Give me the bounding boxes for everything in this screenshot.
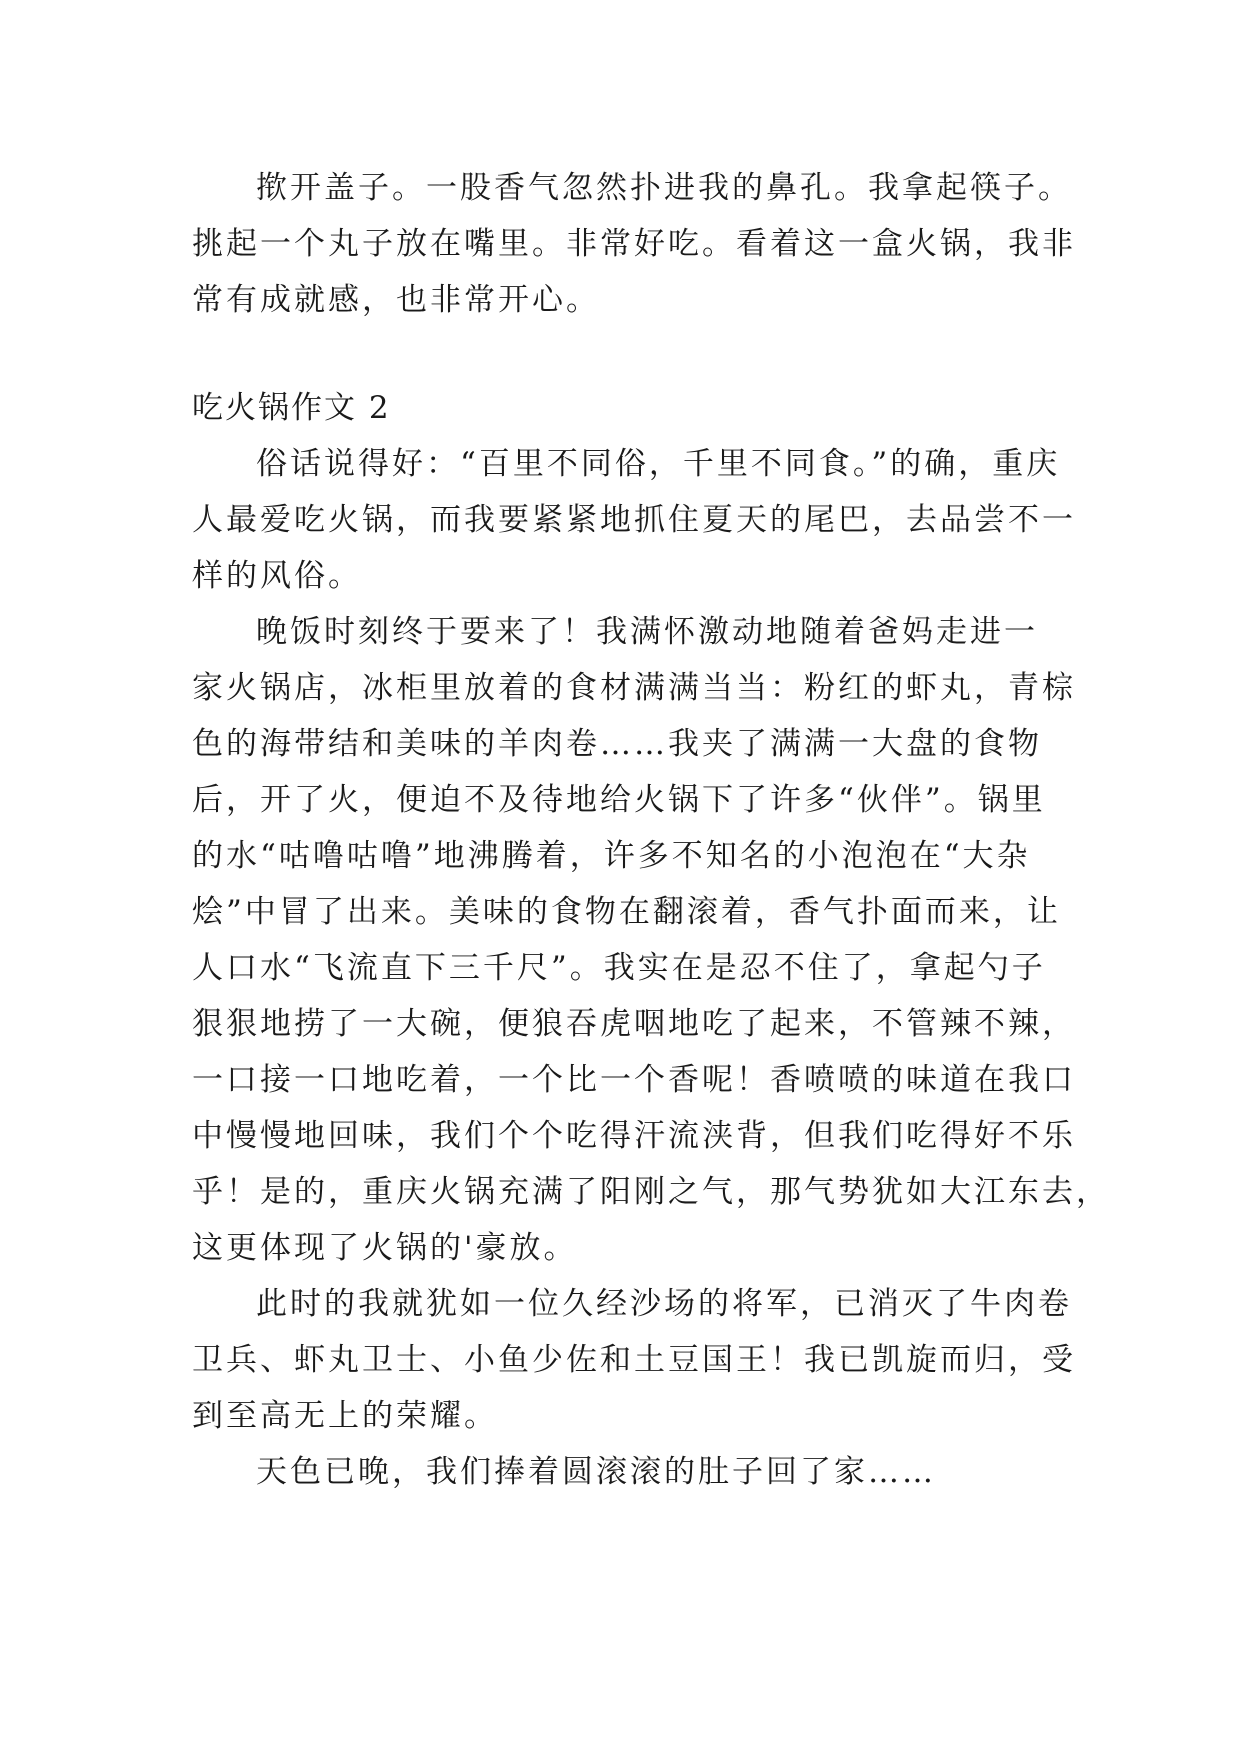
text-line: 挑起一个丸子放在嘴里。非常好吃。看着这一盒火锅，我非 [192, 226, 1076, 262]
text-line: 到至高无上的荣耀。 [192, 1398, 498, 1434]
paragraph-4 [192, 1276, 1076, 1444]
text-line: 此时的我就犹如一位久经沙场的将军，已消灭了牛肉卷 [256, 1286, 1072, 1322]
text-line: 乎！是的，重庆火锅充满了阳刚之气，那气势犹如大江东去， [192, 1174, 1110, 1210]
section-heading: 吃火锅作文 2 [192, 390, 391, 426]
text-line: 一口接一口地吃着，一个比一个香呢！香喷喷的味道在我口 [192, 1062, 1076, 1098]
text-line: 狠狠地捞了一大碗，便狼吞虎咽地吃了起来，不管辣不辣， [192, 1006, 1076, 1042]
paragraph-2 [192, 436, 1076, 604]
text-line: 中慢慢地回味，我们个个吃得汗流浃背，但我们吃得好不乐 [192, 1118, 1076, 1154]
text-line: 的水“咕噜咕噜”地沸腾着，许多不知名的小泡泡在“大杂 [192, 838, 1031, 874]
text-line: 烩”中冒了出来。美味的食物在翻滚着，香气扑面而来，让 [192, 894, 1061, 930]
text-line: 晚饭时刻终于要来了！我满怀激动地随着爸妈走进一 [256, 614, 1038, 650]
text-line: 后，开了火，便迫不及待地给火锅下了许多“伙伴”。锅里 [192, 782, 1046, 818]
text-line: 家火锅店，冰柜里放着的食材满满当当：粉红的虾丸，青棕 [192, 670, 1076, 706]
text-line: 天色已晚，我们捧着圆滚滚的肚子回了家…… [256, 1454, 936, 1490]
text-line: 揿开盖子。一股香气忽然扑进我的鼻孔。我拿起筷子。 [256, 170, 1072, 206]
text-line: 样的风俗。 [192, 558, 362, 594]
text-line: 俗话说得好：“百里不同俗，千里不同食。”的确，重庆 [256, 446, 1061, 482]
text-line: 常有成就感，也非常开心。 [192, 282, 600, 318]
paragraph-1 [192, 160, 1076, 328]
paragraph-3 [192, 604, 1110, 1276]
text-line: 这更体现了火锅的'豪放。 [192, 1230, 578, 1266]
text-line: 色的海带结和美味的羊肉卷……我夹了满满一大盘的食物 [192, 726, 1042, 762]
text-line: 人口水“飞流直下三千尺”。我实在是忍不住了，拿起勺子 [192, 950, 1046, 986]
document-page [192, 160, 1110, 1500]
paragraph-5 [192, 1444, 1052, 1500]
text-line: 卫兵、虾丸卫士、小鱼少佐和土豆国王！我已凯旋而归，受 [192, 1342, 1076, 1378]
text-line: 人最爱吃火锅，而我要紧紧地抓住夏天的尾巴，去品尝不一 [192, 502, 1076, 538]
